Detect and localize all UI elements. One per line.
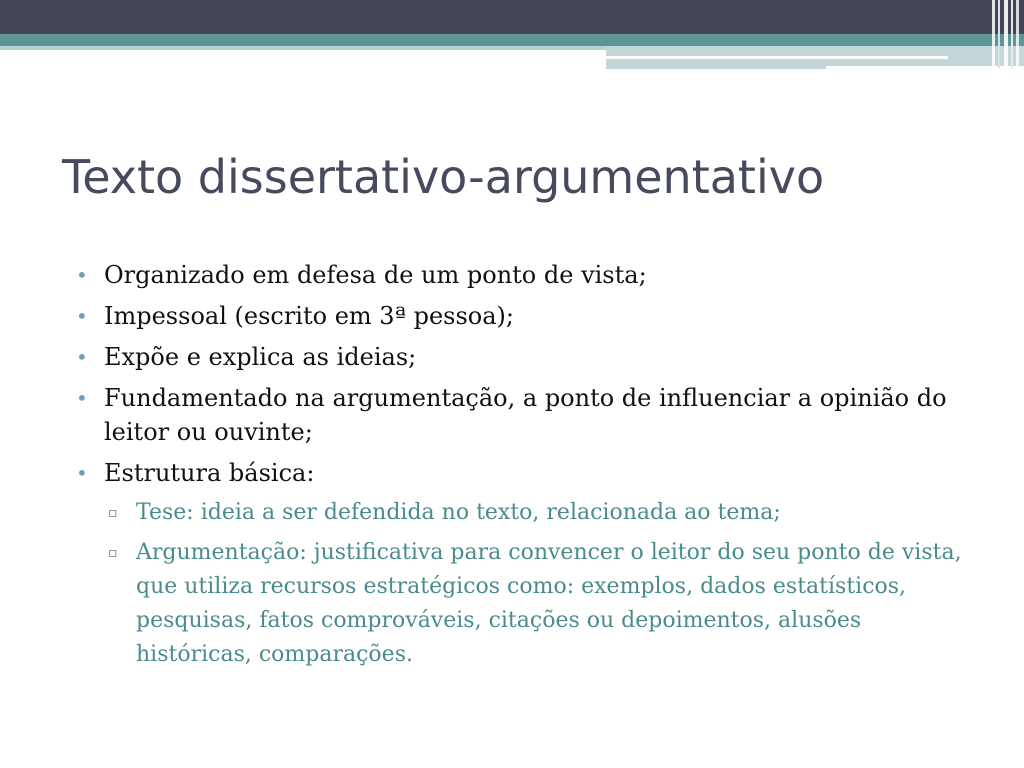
bullet-item: [70, 456, 970, 672]
header-vertical-stripe: [1004, 0, 1008, 68]
bullet-icon: •: [76, 304, 88, 328]
square-bullet-icon: ▫: [108, 545, 118, 561]
bullet-item: [70, 258, 970, 292]
header-white-strip: [606, 56, 948, 59]
sub-bullet-list: [104, 496, 970, 672]
bullet-item: [70, 299, 970, 333]
bullet-icon: •: [76, 386, 88, 410]
square-bullet-icon: ▫: [108, 505, 118, 521]
sub-bullet-item: [104, 536, 970, 672]
header-dark-band: [0, 0, 1024, 34]
bullet-list: [70, 258, 970, 672]
sub-bullet-text: Tese: ideia a ser defendida no texto, relacionada ao tema;: [136, 500, 781, 525]
bullet-item: [70, 340, 970, 374]
header-vertical-stripe: [992, 0, 995, 68]
header-light-strip: [606, 66, 826, 69]
bullet-text: Organizado em defesa de um ponto de vista;: [104, 261, 647, 289]
header-vertical-stripe: [1011, 0, 1013, 68]
bullet-item: [70, 381, 970, 449]
bullet-icon: •: [76, 461, 88, 485]
bullet-text: Estrutura básica:: [104, 459, 315, 487]
bullet-text: Expõe e explica as ideias;: [104, 343, 417, 371]
sub-bullet-item: [104, 496, 970, 530]
bullet-text: Fundamentado na argumentação, a ponto de influenciar a opinião do leitor ou ouvinte;: [104, 384, 947, 446]
bullet-icon: •: [76, 345, 88, 369]
header-teal-band: [0, 34, 1024, 46]
bullet-icon: •: [76, 263, 88, 287]
header-light-band-left: [0, 46, 606, 50]
slide-content: [70, 258, 970, 679]
header-vertical-stripe: [1016, 0, 1019, 68]
sub-bullet-text: Argumentação: justificativa para convencer o leitor do seu ponto de vista, que utiliza recursos estratégicos como: exemplos, dados estatísticos, pesquisas, fatos comprováveis, citações ou depoimentos, alusões históricas, comparações.: [136, 540, 962, 667]
header-vertical-stripe: [998, 0, 1000, 68]
bullet-text: Impessoal (escrito em 3ª pessoa);: [104, 302, 514, 330]
slide-title: Texto dissertativo-argumentativo: [62, 150, 825, 204]
